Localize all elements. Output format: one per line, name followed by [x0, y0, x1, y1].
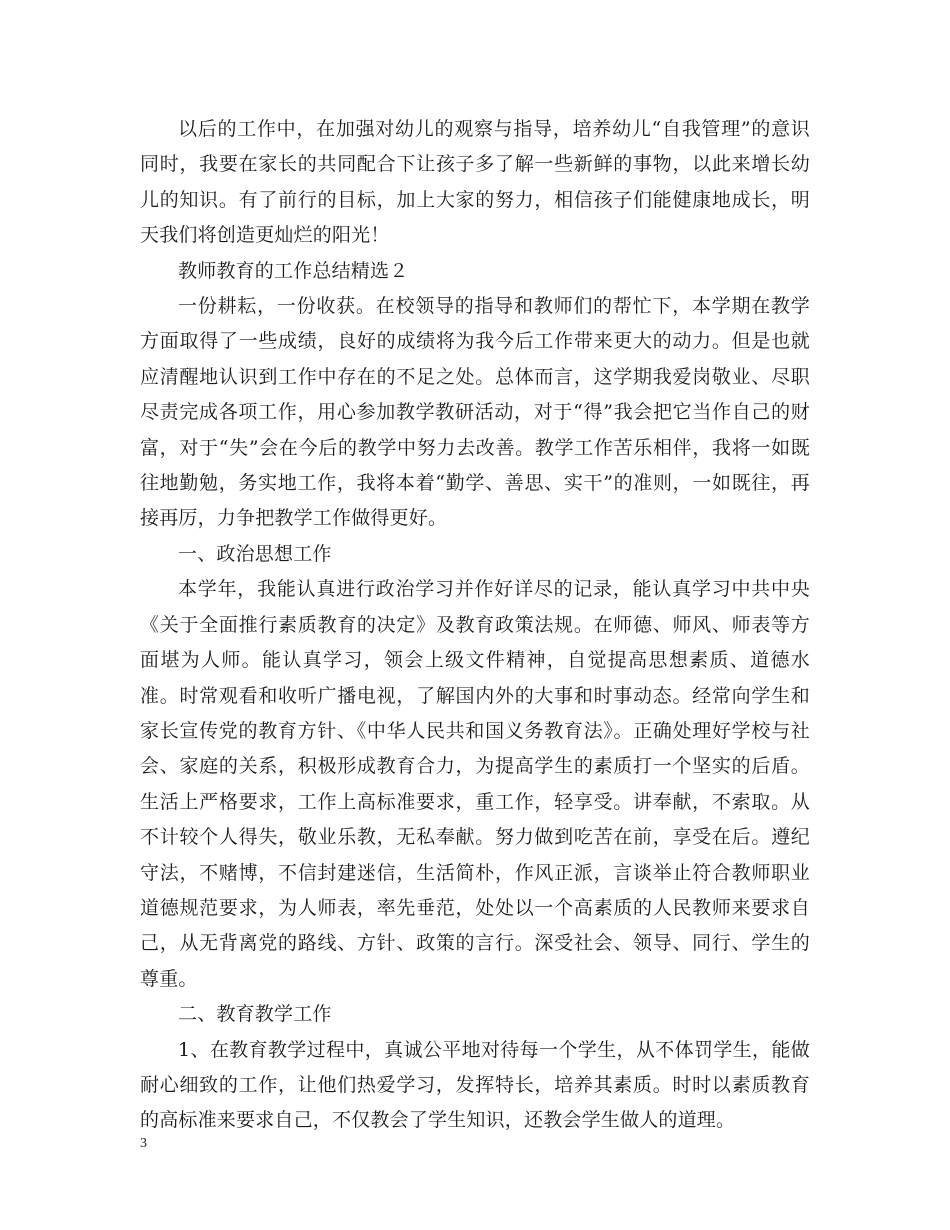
paragraph-intro: 一份耕耘，一份收获。在校领导的指导和教师们的帮忙下，本学期在教学方面取得了一些成绩，良好的成绩将为我今后工作带来更大的动力。但是也就应清醒地认识到工作中存在的不足之处。总体而言，这学期我爱岗敬业、尽职尽责完成各项工作，用心参加教学教研活动，对于“得”我会把它当作自己的财富，对于“失”会在今后的教学中努力去改善。教学工作苦乐相伴，我将一如既往地勤勉，务实地工作，我将本着“勤学、善思、实干”的准则，一如既往，再接再厉，力争把教学工作做得更好。 — [140, 295, 810, 530]
section-title: 教师教育的工作总结精选２ — [178, 259, 409, 282]
heading-teaching-work: 二、教育教学工作 — [178, 1003, 332, 1026]
paragraph-closing-previous: 以后的工作中，在加强对幼儿的观察与指导，培养幼儿“自我管理”的意识同时，我要在家长的共同配合下让孩子多了解一些新鲜的事物，以此来增长幼儿的知识。有了前行的目标，加上大家的努力，相信孩子们能健康地成长，明天我们将创造更灿烂的阳光！ — [140, 118, 810, 247]
heading-political-work: 一、政治思想工作 — [178, 542, 332, 565]
page-number: 3 — [140, 1136, 147, 1151]
paragraph-political-work: 本学年，我能认真进行政治学习并作好详尽的记录，能认真学习中共中央《关于全面推行素质教育的决定》及教育政策法规。在师德、师风、师表等方面堪为人师。能认真学习，领会上级文件精神，自觉提高思想素质、道德水准。时常观看和收听广播电视，了解国内外的大事和时事动态。经常向学生和家长宣传党的教育方针、《中华人民共和国义务教育法》。正确处理好学校与社会、家庭的关系，积极形成教育合力，为提高学生的素质打一个坚实的后盾。生活上严格要求，工作上高标准要求，重工作，轻享受。讲奉献，不索取。从不计较个人得失，敬业乐教，无私奉献。努力做到吃苦在前，享受在后。遵纪守法，不赌博，不信封建迷信，生活简朴，作风正派，言谈举止符合教师职业道德规范要求，为人师表，率先垂范，处处以一个高素质的人民教师来要求自己，从无背离党的路线、方针、政策的言行。深受社会、领导、同行、学生的尊重。 — [140, 578, 810, 990]
paragraph-teaching-work-1: 1、在教育教学过程中，真诚公平地对待每一个学生，从不体罚学生，能做耐心细致的工作，让他们热爱学习，发挥特长，培养其素质。时时以素质教育的高标准来要求自己，不仅教会了学生知识，还教会学生做人的道理。 — [140, 1038, 810, 1132]
document-body — [140, 112, 810, 1139]
